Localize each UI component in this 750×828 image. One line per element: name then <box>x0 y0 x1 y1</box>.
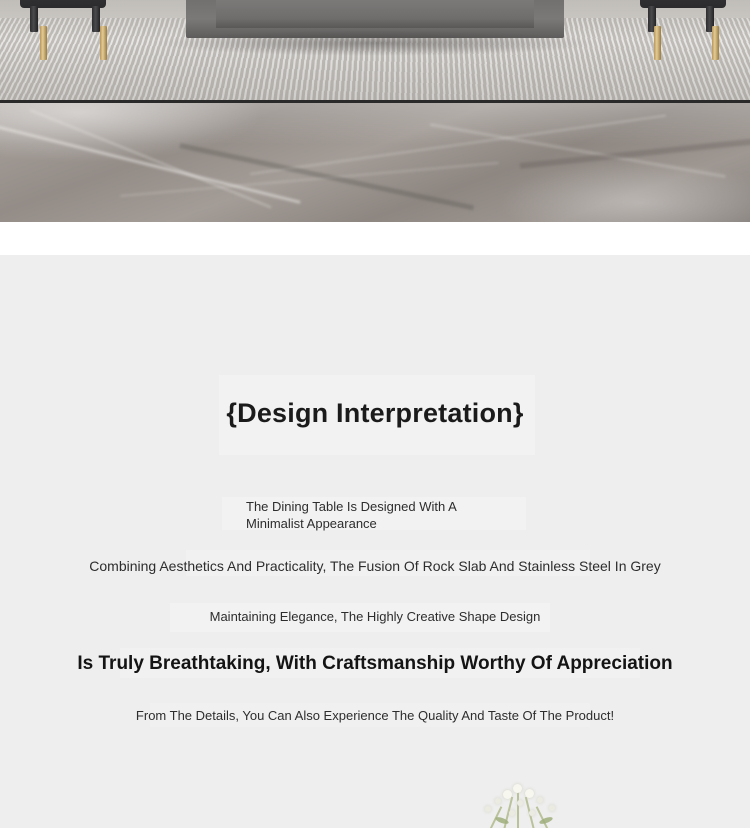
flower-petal <box>513 784 522 793</box>
white-spacer <box>0 222 750 255</box>
design-line-1 <box>0 498 750 532</box>
marble-floor <box>0 103 750 222</box>
chair-leg-4 <box>100 26 107 60</box>
chair-leg-1 <box>30 6 38 32</box>
table-floor-shadow <box>150 30 600 56</box>
flower-petal <box>503 790 512 799</box>
section-heading: {Design Interpretation} <box>226 398 524 428</box>
chair-leg-3 <box>40 26 47 60</box>
flower-petal <box>485 806 491 812</box>
chair-leg-7 <box>654 26 661 60</box>
chair-leg-8 <box>712 26 719 60</box>
design-line-3: Maintaining Elegance, The Highly Creative Shape Design <box>209 609 541 624</box>
flower-petal <box>529 810 535 816</box>
chair-leg-2 <box>92 6 100 32</box>
design-line-4: Is Truly Breathtaking, With Craftsmanship Worthy Of Appreciation <box>77 653 673 674</box>
flower-petal <box>549 805 555 811</box>
marble-reflection <box>0 103 750 222</box>
flower-petal <box>525 789 534 798</box>
flower-petal <box>495 798 501 804</box>
flower-decoration <box>455 780 595 828</box>
interior-scene <box>0 0 750 100</box>
flower-stem <box>517 790 519 828</box>
flower-petal <box>537 797 543 803</box>
product-photo-top <box>0 0 750 222</box>
flower-petal <box>517 800 523 806</box>
design-line-5: From The Details, You Can Also Experience The Quality And Taste Of The Product! <box>135 708 615 723</box>
design-interpretation-section <box>0 255 750 828</box>
flower-petal <box>509 810 515 816</box>
design-line-2: Combining Aesthetics And Practicality, The Fusion Of Rock Slab And Stainless Steel In Grey <box>89 558 661 574</box>
design-line-1-text: The Dining Table Is Designed With A Minimalist Appearance <box>246 499 457 531</box>
